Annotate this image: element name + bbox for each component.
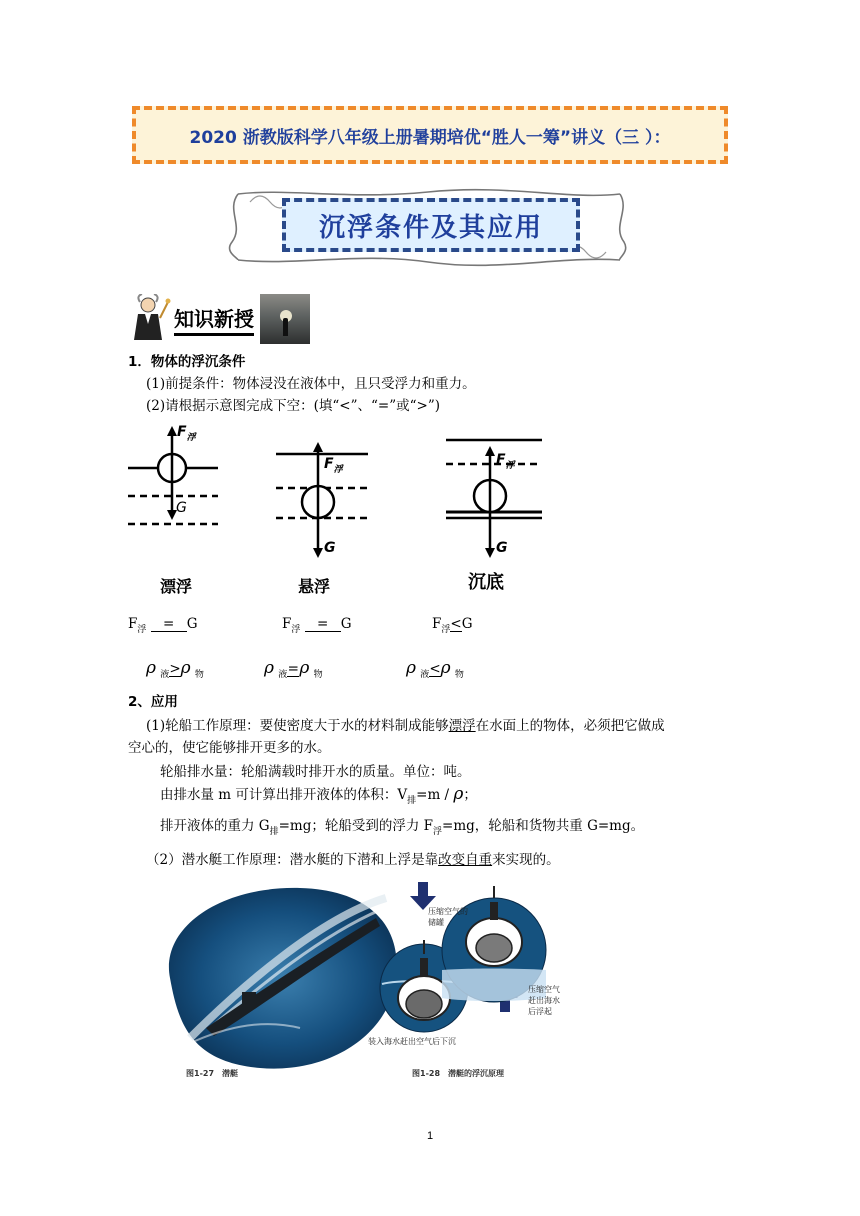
silhouette-photo bbox=[260, 294, 310, 344]
float-up-label: 压缩空气赶出海水后浮起 bbox=[528, 985, 560, 1016]
part1-line2: (2)请根据示意图完成下空：(填“<”、“=”或“>”) bbox=[146, 398, 441, 414]
section-title: 知识新授 bbox=[174, 303, 254, 336]
part2-heading: 2、应用 bbox=[128, 694, 178, 710]
floating-label: 漂浮 bbox=[160, 577, 193, 596]
left-figure-caption: 图1-27 潜艇 bbox=[186, 1069, 239, 1078]
subtitle-banner bbox=[282, 198, 580, 252]
density-condition-3: ρ $_液$<ρ $_物$ bbox=[406, 658, 464, 680]
part1-line1: (1)前提条件：物体浸没在液体中，且只受浮力和重力。 bbox=[146, 376, 476, 392]
density-condition-2: ρ $_液$=ρ $_物$ bbox=[264, 658, 323, 680]
volume-formula: 由排水量 m 可计算出排开液体的体积：$V_排=m / \rho$； bbox=[160, 784, 477, 806]
compressed-air-tank-label: 压缩空气的储罐 bbox=[428, 907, 468, 927]
density-condition-1: ρ $_液$>ρ $_物$ bbox=[146, 658, 204, 680]
force-up-label-2: $F_浮$ bbox=[324, 456, 343, 475]
scholar-icon bbox=[132, 294, 172, 344]
gravity-buoyancy-formula: 排开液体的重力 $G_排=mg$；轮船受到的浮力 $F_浮=mg$，轮船和货物共重 G=mg。 bbox=[160, 818, 645, 837]
force-condition-2: $F_浮 = G$ bbox=[282, 616, 352, 635]
topic-title: 沉浮条件及其应用 bbox=[318, 212, 543, 243]
sink-label: 装入海水赶出空气后下沉 bbox=[368, 1037, 456, 1046]
force-down-label-3: G bbox=[496, 540, 508, 556]
title-banner bbox=[132, 106, 728, 164]
page-number: 1 bbox=[426, 1130, 434, 1142]
displacement-definition: 轮船排水量：轮船满载时排开水的质量。单位：吨。 bbox=[160, 764, 471, 780]
force-condition-1: $F_浮 = G$ bbox=[128, 616, 198, 635]
force-condition-3: $F_浮<G$ bbox=[432, 616, 473, 635]
force-down-label-2: G bbox=[324, 540, 336, 556]
ship-principle-line2: 空心的，使它能够排开更多的水。 bbox=[128, 740, 331, 756]
document-title: 2020 浙教版科学八年级上册暑期培优“胜人一筹”讲义（三 ）： bbox=[189, 127, 671, 148]
ship-principle-line1: (1)轮船工作原理：要使密度大于水的材料制成能够漂浮在水面上的物体，必须把它做成 bbox=[146, 718, 665, 734]
force-down-label-1: G bbox=[176, 500, 187, 516]
force-up-label-3: $F_浮$ bbox=[496, 452, 515, 471]
part1-heading: 1．物体的浮沉条件 bbox=[128, 354, 246, 370]
right-figure-caption: 图1-28 潜艇的浮沉原理 bbox=[412, 1069, 505, 1078]
suspended-label: 悬浮 bbox=[298, 577, 331, 596]
submarine-principle: （2）潜水艇工作原理：潜水艇的下潜和上浮是靠改变自重来实现的。 bbox=[146, 852, 560, 868]
sunk-label: 沉底 bbox=[468, 572, 504, 593]
section-header bbox=[132, 292, 310, 346]
force-up-label-1: $F_浮$ bbox=[177, 424, 196, 443]
suspended-diagram bbox=[272, 426, 372, 562]
